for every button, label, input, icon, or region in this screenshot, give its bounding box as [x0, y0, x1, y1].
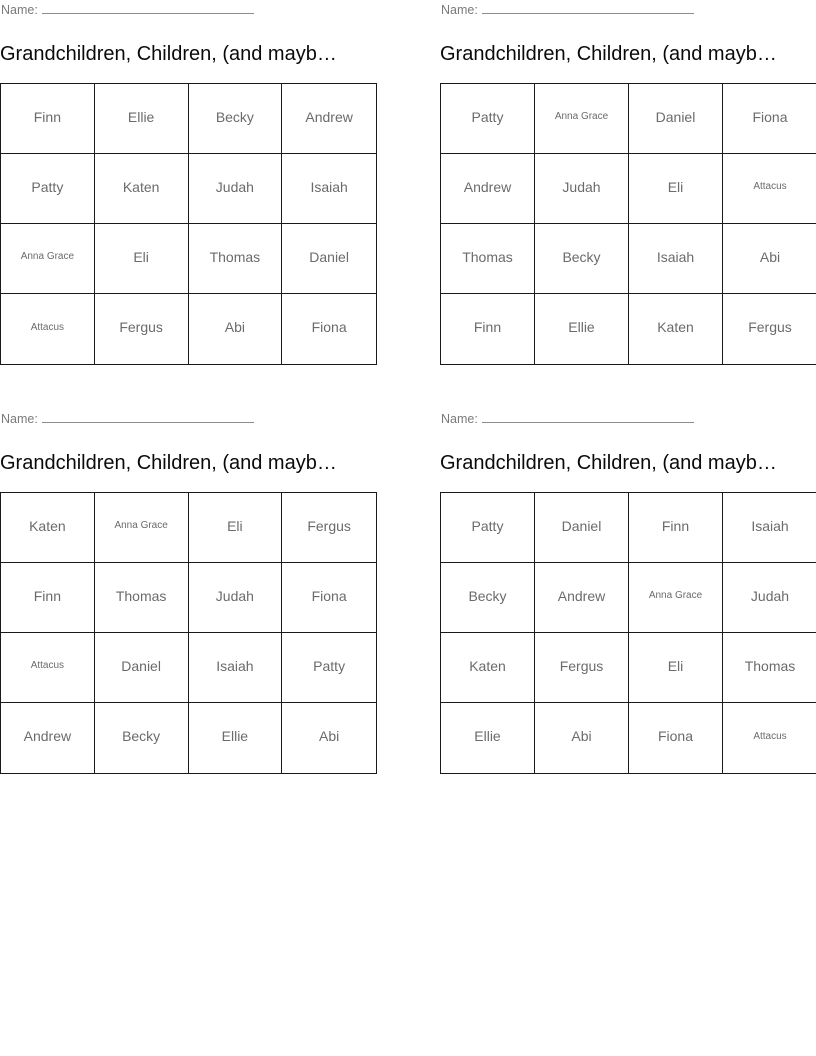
bingo-cell: Attacus [723, 154, 816, 224]
bingo-cell: Judah [189, 154, 283, 224]
name-label: Name: [441, 412, 478, 426]
card-title: Grandchildren, Children, (and mayb… [0, 452, 337, 474]
bingo-cell: Andrew [441, 154, 535, 224]
name-row [1, 2, 254, 17]
bingo-cell: Isaiah [723, 493, 816, 563]
bingo-cell: Fergus [282, 493, 376, 563]
bingo-cell: Thomas [723, 633, 816, 703]
bingo-card [0, 0, 376, 366]
bingo-cell: Anna Grace [95, 493, 189, 563]
bingo-cell: Abi [723, 224, 816, 294]
bingo-cell: Andrew [535, 563, 629, 633]
bingo-cell: Judah [189, 563, 283, 633]
bingo-cell: Patty [441, 84, 535, 154]
bingo-grid [440, 492, 816, 774]
bingo-cell: Becky [535, 224, 629, 294]
bingo-cell: Judah [723, 563, 816, 633]
bingo-cell: Fergus [535, 633, 629, 703]
name-underline [42, 2, 254, 14]
bingo-cell: Eli [629, 154, 723, 224]
bingo-cell: Andrew [1, 703, 95, 773]
card-title: Grandchildren, Children, (and mayb… [440, 452, 777, 474]
bingo-card [440, 409, 816, 775]
bingo-cell: Abi [189, 294, 283, 364]
bingo-cell: Thomas [441, 224, 535, 294]
bingo-cell: Judah [535, 154, 629, 224]
bingo-grid [0, 83, 377, 365]
bingo-cell: Abi [319, 728, 340, 744]
name-label: Name: [1, 3, 38, 17]
bingo-card [0, 409, 376, 775]
card-title: Grandchildren, Children, (and mayb… [440, 43, 777, 65]
bingo-cell: Becky [189, 84, 283, 154]
bingo-cell: Attacus [1, 294, 95, 364]
bingo-cell: Fiona [311, 319, 347, 335]
bingo-cell: Abi [535, 703, 629, 773]
name-underline [42, 411, 254, 423]
name-underline [482, 411, 694, 423]
bingo-grid [440, 83, 816, 365]
bingo-cell: Becky [95, 703, 189, 773]
bingo-cell: Ellie [189, 703, 283, 773]
bingo-cell: Attacus [1, 633, 95, 703]
bingo-cell: Fergus [95, 294, 189, 364]
bingo-cell: Anna Grace [535, 84, 629, 154]
name-label: Name: [1, 412, 38, 426]
bingo-cell: Katen [1, 493, 95, 563]
bingo-cell: Isaiah [189, 633, 283, 703]
bingo-cell: Thomas [95, 563, 189, 633]
bingo-cell: Finn [629, 493, 723, 563]
bingo-cell: Anna Grace [629, 563, 723, 633]
bingo-cell: Thomas [189, 224, 283, 294]
bingo-cell: Isaiah [629, 224, 723, 294]
bingo-cell: Andrew [282, 84, 376, 154]
bingo-cell: Isaiah [282, 154, 376, 224]
bingo-cell: Ellie [95, 84, 189, 154]
bingo-cell: Ellie [441, 703, 535, 773]
bingo-cell: Patty [282, 633, 376, 703]
bingo-cell: Patty [1, 154, 95, 224]
name-row [441, 411, 694, 426]
bingo-cell: Katen [441, 633, 535, 703]
bingo-cell: Fiona [629, 703, 723, 773]
card-title: Grandchildren, Children, (and mayb… [0, 43, 337, 65]
bingo-cell: Eli [189, 493, 283, 563]
bingo-cell: Daniel [282, 224, 376, 294]
bingo-cell: Attacus [753, 730, 787, 742]
bingo-cell: Fiona [723, 84, 816, 154]
bingo-cell: Becky [441, 563, 535, 633]
bingo-card [440, 0, 816, 366]
name-row [441, 2, 694, 17]
bingo-cell: Daniel [629, 84, 723, 154]
name-label: Name: [441, 3, 478, 17]
bingo-cell: Katen [95, 154, 189, 224]
bingo-cell: Ellie [535, 294, 629, 364]
name-underline [482, 2, 694, 14]
bingo-cell: Fergus [748, 319, 792, 335]
bingo-cell: Katen [629, 294, 723, 364]
bingo-cell: Patty [441, 493, 535, 563]
bingo-cell: Eli [95, 224, 189, 294]
bingo-cell: Eli [629, 633, 723, 703]
bingo-cell: Fiona [282, 563, 376, 633]
bingo-cell: Finn [1, 563, 95, 633]
bingo-cell: Daniel [95, 633, 189, 703]
bingo-cell: Finn [441, 294, 535, 364]
bingo-cell: Daniel [535, 493, 629, 563]
bingo-cell: Finn [1, 84, 95, 154]
name-row [1, 411, 254, 426]
bingo-grid [0, 492, 377, 774]
bingo-cell: Anna Grace [1, 224, 95, 294]
